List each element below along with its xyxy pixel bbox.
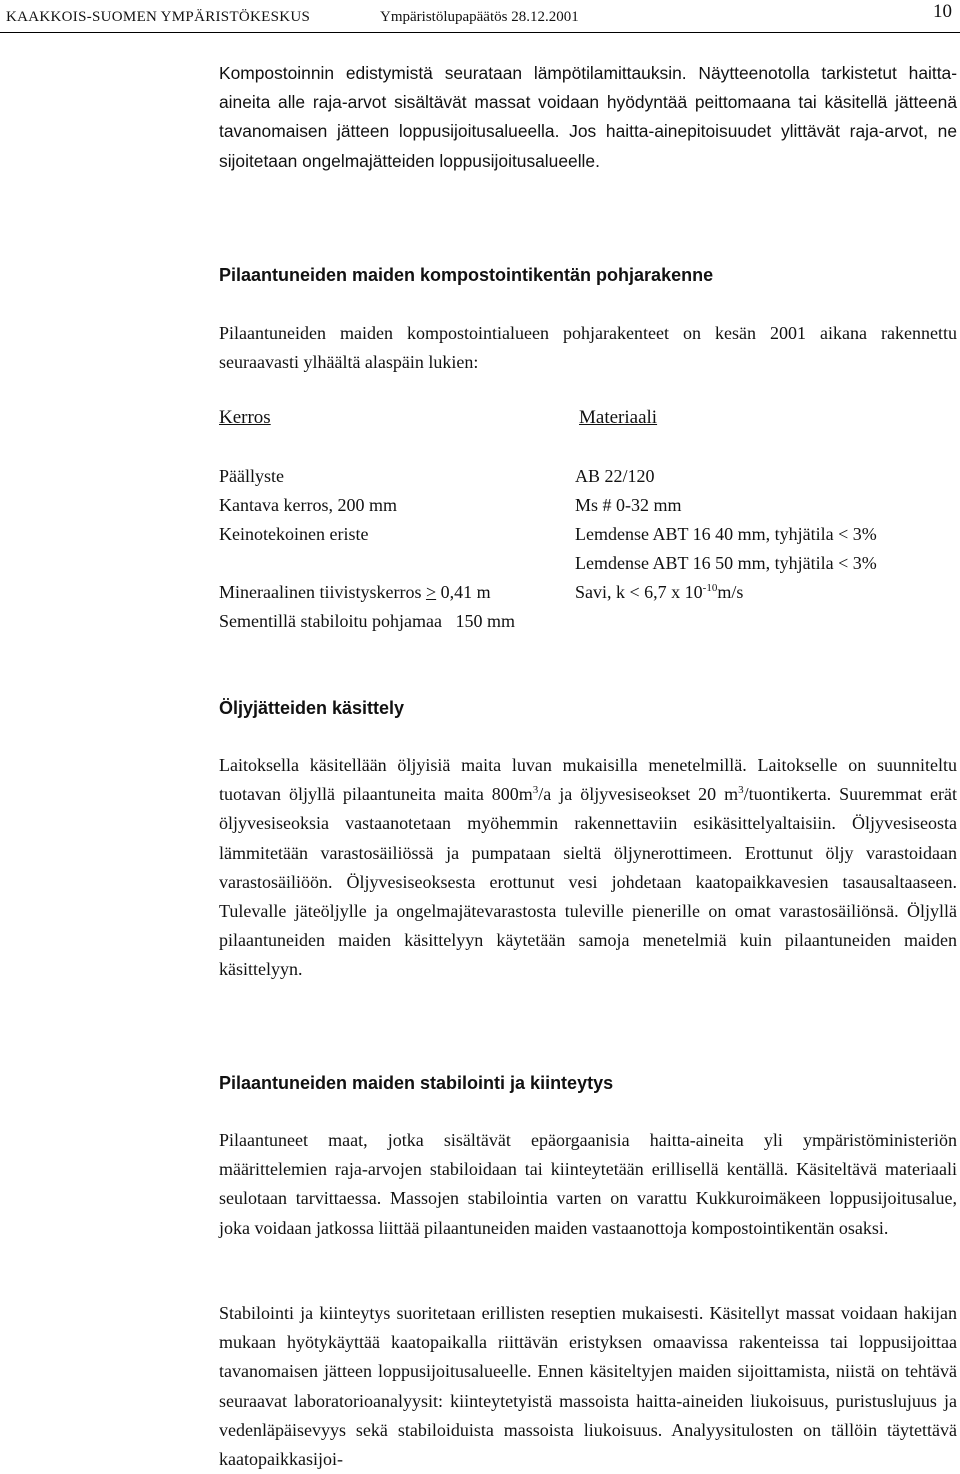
section2-text-part: Laitoksella käsitellään öljyisiä maita luvan mukaisilla menetelmillä. Laitokselle on suunniteltu tuotavan öljyllä pilaantuneita maita 800m [219, 755, 957, 805]
section2-text [219, 751, 957, 985]
material-cell: AB 22/120 [575, 466, 655, 486]
superscript: 3 [532, 784, 539, 797]
section-heading: Öljyjätteiden käsittely [219, 698, 405, 718]
section2-text-part: /a ja öljyvesiseokset 20 m [538, 784, 739, 805]
intro-paragraph [219, 59, 957, 176]
section3-text-1: Pilaantuneet maat, jotka sisältävät epäorgaanisia haitta-aineita yli ympäristöministeriön määrittelemien raja-arvojen stabiloidaan tai kiinteytetään erillisellä kentällä. Käsiteltävä materiaali seulotaan tarvittaessa. Massojen stabilointia varten on varattu Kukkuroimäkeen loppusijoitusalue, joka voidaan jatkossa liittää pilaantuneiden maiden vastaanottoja kompostointikentän osaksi. [219, 1130, 957, 1238]
layer-cell: Keinotekoinen eriste [219, 524, 369, 544]
section-heading-stabilization [219, 1073, 957, 1094]
section1-paragraph [219, 319, 957, 377]
column-header-layer: Kerros [219, 407, 271, 428]
section3-text-2: Stabilointi ja kiinteytys suoritetaan erillisten reseptien mukaisesti. Käsitellyt massat voidaan hakijan mukaan hyötykäyttää kaatopaikalla riittävän eristyksen omaavissa rakenteissa tai loppusijoittaa tavanomaisen jätteen loppusijoitusalueelle. Ennen käsiteltyjen maiden sijoittamista, niistä on tehtävä seuraavat laboratorioanalyysit: kiinteytetyistä massoista haitta-aineiden liukoisuus, puristuslujuus ja vedenläpäisevyys sekä stabiloiduista massoista liukoisuus. Analyysitulosten on tällöin täytettävä kaatopaikkasijoi- [219, 1303, 957, 1470]
section3-paragraph-1 [219, 1126, 957, 1243]
section-heading: Pilaantuneiden maiden stabilointi ja kiinteytys [219, 1073, 614, 1093]
section3-paragraph-2 [219, 1299, 957, 1474]
mineral-material-pre: Savi, k < 6,7 x 10 [575, 582, 703, 602]
section-heading-oil-waste [219, 698, 957, 719]
layer-cell-mineral [219, 582, 491, 603]
mineral-material-post: m/s [717, 582, 744, 602]
intro-text: Kompostoinnin edistymistä seurataan lämpötilamittauksin. Näytteenotolla tarkistetut haitta-aineita alle raja-arvot sisältävät massat voidaan hyödyntää peittomaana tai käsitellä jätteenä tavanomaisen jätteen loppusijoitusalueella. Jos haitta-ainepitoisuudet ylittävät raja-arvot, ne sijoitetaan ongelmajätteiden loppusijoitusalueelle. [219, 63, 957, 171]
material-cell: Lemdense ABT 16 50 mm, tyhjätila < 3% [575, 553, 877, 573]
layer-cell: Kantava kerros, 200 mm [219, 495, 397, 515]
mineral-material-exponent: -10 [702, 582, 718, 594]
section2-text-part: /tuontikerta. Suuremmat erät öljyvesiseoksia vastaanotetaan myöhemmin rakennettaviin esikäsittelyaltaisiin. Öljyvesiseosta lämmitetään varastosäiliössä ja pumpataan sieltä öljynerottimeen. Erottunut öljy varastoidaan varastosäiliöön. Öljyvesiseoksesta erottunut vesi johdetaan kaatopaikkavesien tasausaltaaseen. Tulevalle jäteöljylle ja ongelmajätevarastosta tuleville pienerille on omat varastosäiliönsä. Öljyllä pilaantuneiden maiden käsittelyyn käytetään samoja menetelmiä kuin pilaantuneiden maiden käsittelyyn. [219, 784, 958, 980]
mineral-layer-label: Mineraalinen tiivistyskerros [219, 582, 422, 602]
section-heading-base-structure [219, 265, 957, 286]
material-cell-mineral [575, 582, 743, 603]
header-organization: KAAKKOIS-SUOMEN YMPÄRISTÖKESKUS [6, 9, 311, 25]
section-heading: Pilaantuneiden maiden kompostointikentän pohjarakenne [219, 265, 714, 285]
section1-text: Pilaantuneiden maiden kompostointialueen pohjarakenteet on kesän 2001 aikana rakennettu seuraavasti ylhäältä alaspäin lukien: [219, 323, 957, 373]
page-number: 10 [933, 1, 952, 22]
mineral-layer-value: 0,41 m [440, 582, 491, 602]
header-document-title: Ympäristölupapäätös 28.12.2001 [380, 9, 579, 25]
superscript: 3 [738, 784, 744, 797]
page-header [0, 0, 960, 33]
material-cell: Lemdense ABT 16 40 mm, tyhjätila < 3% [575, 524, 877, 544]
column-header-material: Materiaali [579, 407, 658, 428]
material-cell: Ms # 0-32 mm [575, 495, 682, 515]
layer-cell: Päällyste [219, 466, 284, 486]
greater-equal-symbol: > [425, 582, 437, 602]
layer-cell-base: Sementillä stabiloitu pohjamaa 150 mm [219, 611, 515, 631]
section2-paragraph [219, 751, 957, 985]
